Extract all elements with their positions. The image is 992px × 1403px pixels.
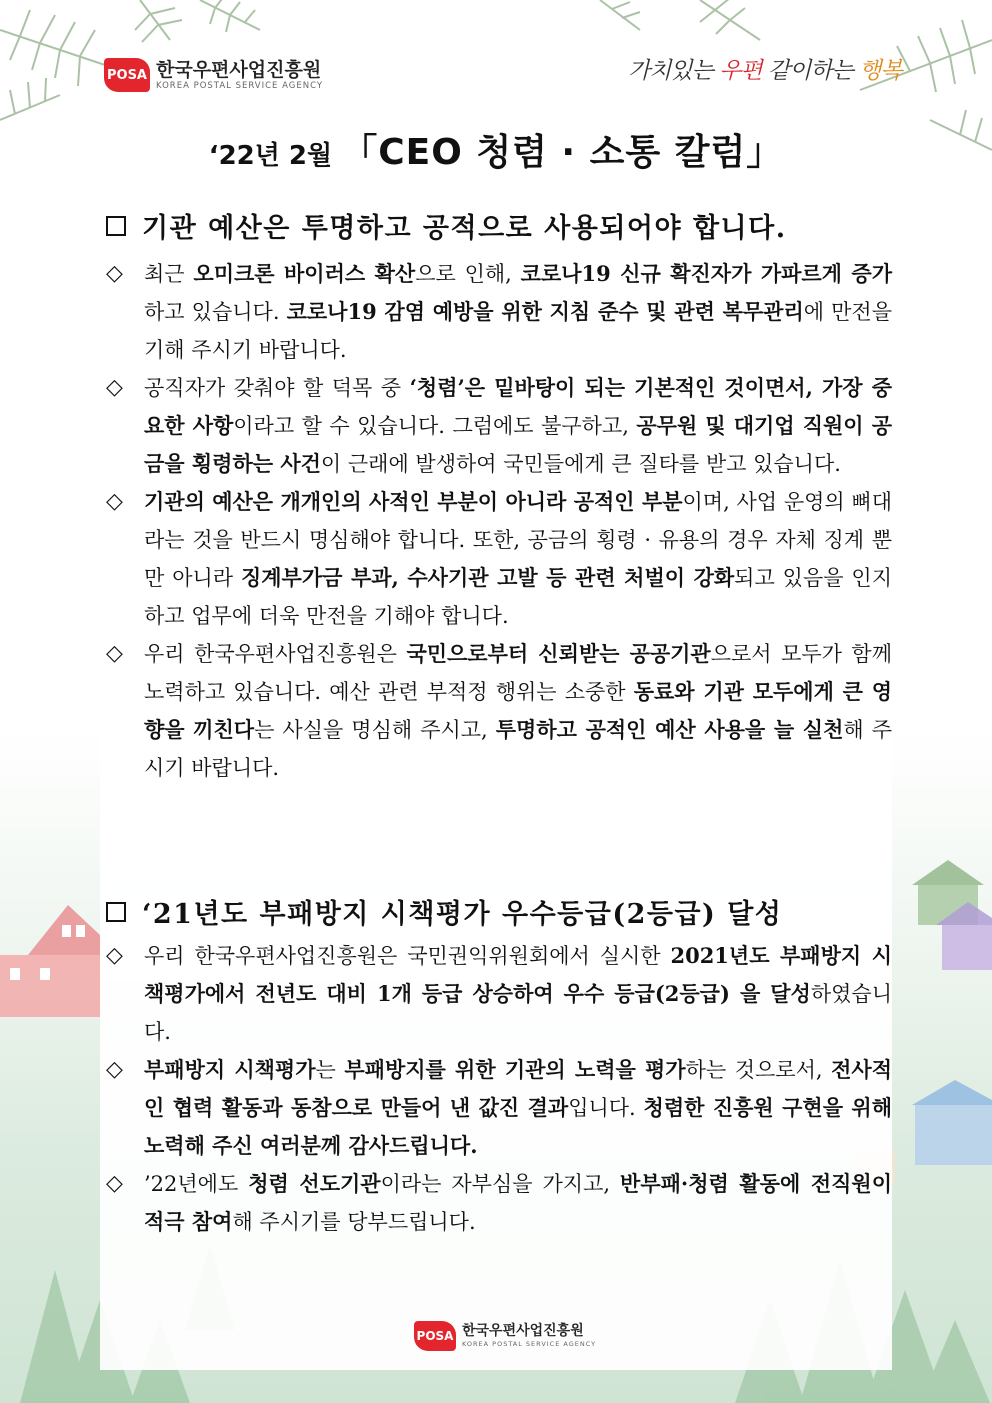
footer-logo [414, 1321, 596, 1351]
diamond-bullet-icon: ◇ [106, 489, 123, 514]
section-budget [106, 206, 892, 787]
diamond-bullet-icon: ◇ [106, 1057, 123, 1082]
houses-left-icon [0, 905, 100, 1017]
list-item: ◇ 우리 한국우편사업진흥원은 국민으로부터 신뢰받는 공공기관으로서 모두가 함께 노력하고 있습니다. 예산 관련 부적정 행위는 소중한 동료와 기관 모두에게 큰 영향을 끼친다는 사실을 명심해 주시고, 투명하고 공적인 예산 사용을 늘 실천해 주시기 바랍니다. [106, 635, 892, 787]
checkbox-square-icon [106, 902, 126, 922]
org-name-english: KOREA POSTAL SERVICE AGENCY [462, 1340, 597, 1348]
diamond-bullet-icon: ◇ [106, 943, 123, 968]
list-item: ◇ 부패방지 시책평가는 부패방지를 위한 기관의 노력을 평가하는 것으로서, 전사적인 협력 활동과 동참으로 만들어 낸 값진 결과입니다. 청렴한 진흥원 구현을 위해 노력해 주신 여러분께 감사드립니다. [106, 1051, 892, 1165]
list-item: ◇ 최근 오미크론 바이러스 확산으로 인해, 코로나19 신규 확진자가 가파르게 증가하고 있습니다. 코로나19 감염 예방을 위한 지침 준수 및 관련 복무관리에 만전을 기해 주시기 바랍니다. [106, 255, 892, 369]
posa-logo-icon: POSA [104, 58, 150, 92]
posa-logo-icon: POSA [414, 1321, 456, 1351]
list-item: ◇ 공직자가 갖춰야 할 덕목 중 ‘청렴’은 밑바탕이 되는 기본적인 것이면서, 가장 중요한 사항이라고 할 수 있습니다. 그럼에도 불구하고, 공무원 및 대기업 직원이 공금을 횡령하는 사건이 근래에 발생하여 국민들에게 큰 질타를 받고 있습니다. [106, 369, 892, 483]
section-heading [106, 206, 892, 245]
org-name-english: KOREA POSTAL SERVICE AGENCY [156, 80, 324, 91]
slogan: 가치있는 우편 같이하는 행복 [628, 58, 902, 84]
list-item: ◇ 우리 한국우편사업진흥원은 국민권익위원회에서 실시한 2021년도 부패방지 시책평가에서 전년도 대비 1개 등급 상승하여 우수 등급(2등급) 을 달성하였습니다. [106, 937, 892, 1051]
section-heading-text: ‘21년도 부패방지 시책평가 우수등급(2등급) 달성 [142, 899, 783, 930]
title-main: 「CEO 청렴 · 소통 칼럼」 [341, 132, 784, 173]
section-heading-text: 기관 예산은 투명하고 공적으로 사용되어야 합니다. [142, 213, 787, 244]
checkbox-square-icon [106, 216, 126, 236]
title-date: ‘22년 2월 [208, 141, 342, 171]
org-name-korean: 한국우편사업진흥원 [462, 1323, 584, 1339]
page-title [0, 124, 992, 175]
header-logo [104, 58, 323, 92]
diamond-bullet-icon: ◇ [106, 375, 123, 400]
diamond-bullet-icon: ◇ [106, 1171, 123, 1196]
section-anticorruption [106, 892, 892, 1241]
list-item: ◇ 기관의 예산은 개개인의 사적인 부분이 아니라 공적인 부분이며, 사업 운영의 뼈대라는 것을 반드시 명심해야 합니다. 또한, 공금의 횡령 · 유용의 경우 자체 징계 뿐만 아니라 징계부가금 부과, 수사기관 고발 등 관련 처벌이 강화되고 있음을 인지하고 업무에 더욱 만전을 기해야 합니다. [106, 483, 892, 635]
org-name-korean: 한국우편사업진흥원 [156, 58, 322, 81]
section-heading [106, 892, 892, 931]
diamond-bullet-icon: ◇ [106, 641, 123, 666]
list-item: ◇ ’22년에도 청렴 선도기관이라는 자부심을 가지고, 반부패·청렴 활동에 전직원이 적극 참여해 주시기를 당부드립니다. [106, 1165, 892, 1241]
diamond-bullet-icon: ◇ [106, 261, 123, 286]
